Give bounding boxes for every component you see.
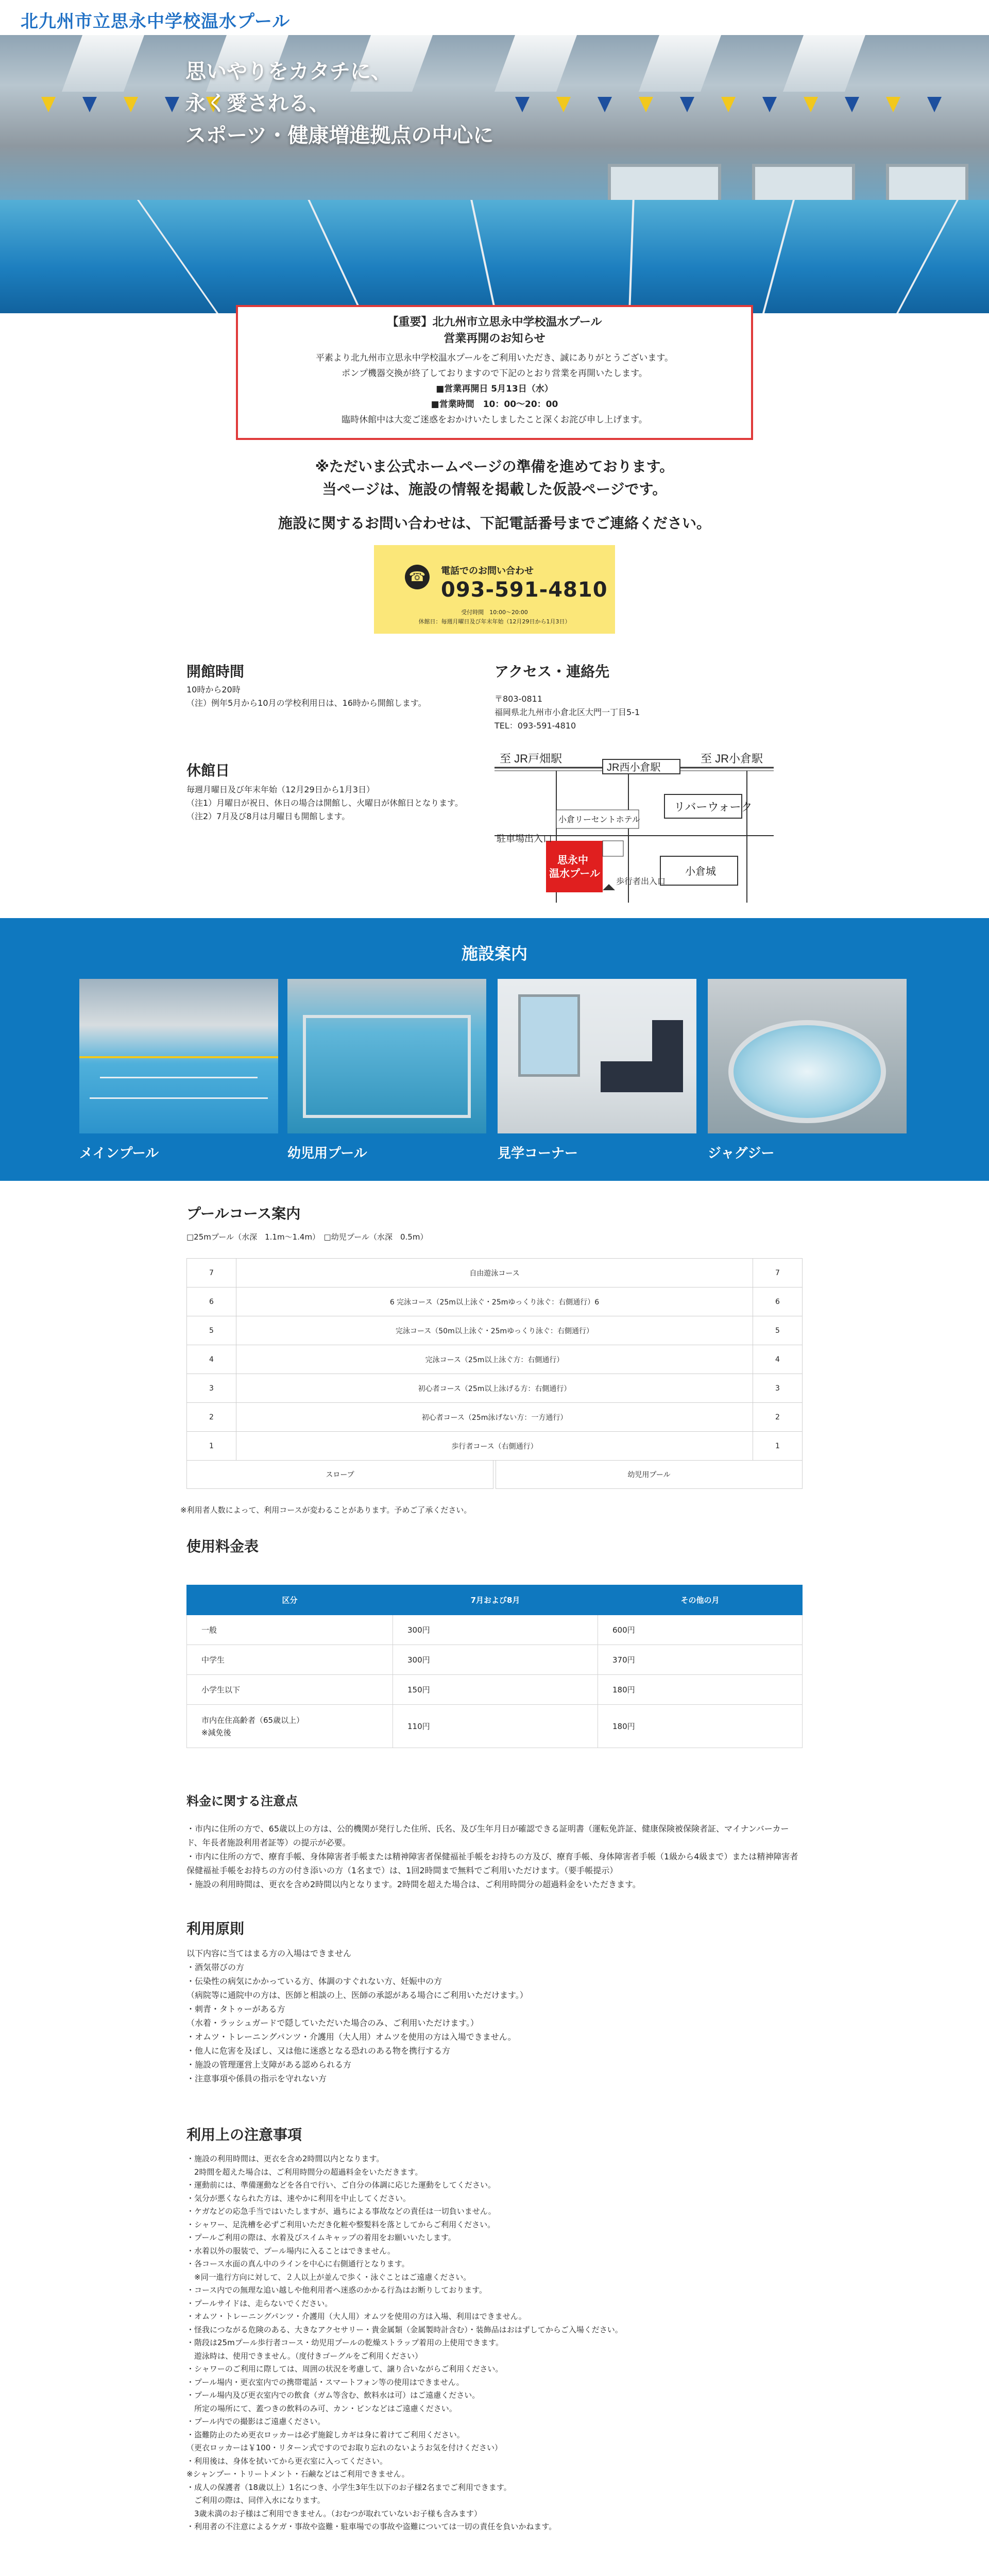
map-label: 温水プール — [549, 868, 600, 879]
price-row — [187, 1645, 803, 1675]
hours-line: （注）例年5月から10月の学校利用日は、16時から開館します。 — [186, 698, 427, 708]
price-summer: 300円 — [393, 1645, 598, 1675]
course-heading: プールコース案内 — [186, 1205, 301, 1222]
course-row — [187, 1374, 803, 1403]
caution-item: ・運動前には、準備運動などを各自で行い、ご自分の体調に応じた運動をしてください。 — [186, 2180, 496, 2190]
lane-number: 6 — [753, 1287, 803, 1316]
closed-line: 毎週月曜日及び年末年始（12月29日から1月3日） — [186, 785, 375, 794]
hero-tagline — [185, 56, 493, 151]
fee-note: ・市内に住所の方で、65歳以上の方は、公的機関が発行した住所、氏名、及び生年月日が確認できる証明書（運転免許証、健康保険被保険者証、マイナンバーカード、年長者施設利用者証等）の提示が必要。 — [186, 1824, 789, 1848]
map-label: 小倉リーセントホテル — [558, 816, 640, 824]
notice-line: ポンプ機器交換が終了しておりますので下記のとおり営業を再開いたします。 — [342, 368, 647, 379]
lane-number: 3 — [187, 1374, 236, 1403]
caution-item: 所定の場所にて、蓋つきの飲料のみ可、カン・ビンなどはご遠慮ください。 — [186, 2403, 457, 2413]
map-label: 思永中 — [557, 855, 588, 866]
rule-item: ・注意事項や係員の指示を守れない方 — [186, 2074, 327, 2083]
price-other: 180円 — [598, 1675, 803, 1705]
course-row — [187, 1432, 803, 1461]
site-title[interactable]: 北九州市立思永中学校温水プール — [21, 11, 291, 32]
course-table — [186, 1258, 803, 1461]
rule-item: （病院等に通院中の方は、医師と相談の上、医師の承認がある場合にご利用いただけます。） — [186, 1990, 528, 2000]
lane-number: 2 — [187, 1403, 236, 1432]
caution-item: ・ケガなどの応急手当ではいたしますが、過ちによる事故などの責任は一切負いません。 — [186, 2207, 496, 2216]
map-label: 歩行者出入口 — [616, 877, 666, 886]
hours-line: 10時から20時 — [186, 685, 241, 694]
facility-card-jacuzzi[interactable] — [708, 979, 907, 1162]
lane-number: 5 — [753, 1316, 803, 1345]
map-label: 至 JR小倉駅 — [701, 752, 763, 765]
notice-subtitle: 営業再開のお知らせ — [444, 332, 545, 345]
caution-item: ・怪我につながる危険のある、大きなアクセサリー・貴金属類（金属製時計含む）・装飾品はおはずしてからご入場ください。 — [186, 2325, 623, 2334]
kids-pool-photo — [287, 979, 486, 1133]
intro-line: 当ページは、施設の情報を掲載した仮設ページです。 — [322, 481, 667, 498]
intro-text — [0, 455, 989, 501]
postal-code: 〒803-0811 — [494, 694, 543, 704]
price-table — [186, 1585, 803, 1748]
lane-name: 自由遊泳コース — [236, 1259, 753, 1287]
facility-label: 幼児用プール — [287, 1146, 367, 1161]
caution-item: ・階段は25mプール歩行者コース・幼児用プールの乾燥ストラップ着用の上使用できます。 — [186, 2338, 503, 2347]
price-header: その他の月 — [598, 1585, 803, 1615]
rules-heading: 利用原則 — [186, 1920, 245, 1937]
caution-item: ・プールご利用の際は、水着及びスイムキャップの着用をお願いいたします。 — [186, 2233, 456, 2242]
notice-line: ■営業時間 10：00～20：00 — [431, 399, 558, 410]
caution-item: 2時間を超えた場合は、ご利用時間分の超過料金をいただきます。 — [186, 2167, 423, 2177]
price-heading: 使用料金表 — [186, 1538, 259, 1555]
lane-number: 1 — [187, 1432, 236, 1461]
map-label: 駐車場出入口 — [497, 834, 552, 844]
phone-icon: ☎ — [405, 565, 430, 589]
rule-item: ・酒気帯びの方 — [186, 1962, 245, 1972]
hero-line-1: 思いやりをカタチに、 — [185, 60, 391, 83]
lane-number: 4 — [753, 1345, 803, 1374]
lane-name: 歩行者コース（右側通行） — [236, 1432, 753, 1461]
rule-item: 以下内容に当てはまる方の入場はできません — [186, 1948, 352, 1958]
course-row — [187, 1403, 803, 1432]
reopening-notice — [236, 305, 753, 440]
hero-banner — [0, 35, 989, 313]
caution-item: ・プール内での撮影はご遠慮ください。 — [186, 2417, 326, 2426]
phone-contact-box[interactable] — [374, 545, 615, 634]
price-summer: 150円 — [393, 1675, 598, 1705]
caution-item: ※シャンプー・トリートメント・石鹸などはご利用できません。 — [186, 2469, 410, 2479]
phone-hours: 受付時間 10:00～20:00 — [461, 609, 528, 616]
notice-line: 臨時休館中は大変ご迷惑をおかけいたしましたこと深くお詫び申し上げます。 — [342, 415, 647, 425]
price-category: 小学生以下 — [187, 1675, 393, 1705]
facility-label: メインプール — [79, 1146, 159, 1161]
pool-water — [0, 200, 989, 313]
price-header: 区分 — [187, 1585, 393, 1615]
closed-heading: 休館日 — [186, 762, 230, 779]
phone-number[interactable]: 093-591-4810 — [441, 578, 608, 602]
caution-item: ・施設の利用時間は、更衣を含め2時間以内となります。 — [186, 2154, 384, 2163]
lane-name: 初心者コース（25m以上泳げる方：右側通行） — [236, 1374, 753, 1403]
access-heading: アクセス・連絡先 — [494, 663, 610, 680]
price-row — [187, 1675, 803, 1705]
rule-item: ・刺青・タトゥーがある方 — [186, 2004, 285, 2014]
course-row — [187, 1345, 803, 1374]
access-map[interactable] — [494, 748, 774, 903]
price-other: 370円 — [598, 1645, 803, 1675]
hero-line-3: スポーツ・健康増進拠点の中心に — [185, 124, 494, 147]
notice-line: ■営業再開日 5月13日（水） — [436, 384, 553, 394]
main-pool-photo — [79, 979, 278, 1133]
closed-line: （注2）7月及び8月は月曜日も開館します。 — [186, 811, 350, 821]
caution-item: ・各コース水面の真ん中のラインを中心に右側通行となります。 — [186, 2259, 410, 2268]
tel[interactable]: TEL：093-591-4810 — [494, 721, 576, 731]
phone-label: 電話でのお問い合わせ — [441, 566, 534, 577]
kids-pool-area: 幼児用プール — [496, 1460, 803, 1489]
caution-item: （更衣ロッカーは￥100・リターン式ですのでお取り忘れのないようお気を付けください） — [186, 2443, 503, 2452]
map-label: 小倉城 — [685, 866, 716, 877]
course-row — [187, 1316, 803, 1345]
price-category: 一般 — [187, 1615, 393, 1645]
rule-item: ・他人に危害を及ぼし、又は他に迷惑となる恐れのある物を携行する方 — [186, 2046, 451, 2056]
lane-name: 初心者コース（25m泳げない方：一方通行） — [236, 1403, 753, 1432]
caution-item: ・成人の保護者（18歳以上）1名につき、小学生3年生以下のお子様2名までご利用できます。 — [186, 2482, 511, 2492]
caution-item: ・気分が悪くなられた方は、速やかに利用を中止してください。 — [186, 2193, 411, 2203]
price-other: 600円 — [598, 1615, 803, 1645]
caution-item: ・利用者の不注意によるケガ・事故や盗難・駐車場での事故や盗難については一切の責任を負いかねます。 — [186, 2522, 557, 2531]
contact-prompt: 施設に関するお問い合わせは、下記電話番号までご連絡ください。 — [278, 515, 711, 532]
lane-number: 3 — [753, 1374, 803, 1403]
address: 福岡県北九州市小倉北区大門一丁目5-1 — [494, 707, 640, 717]
lane-number: 7 — [187, 1259, 236, 1287]
facility-section — [0, 918, 989, 1181]
lane-name: 完泳コース（25m以上泳ぐ方：右側通行） — [236, 1345, 753, 1374]
jacuzzi-photo — [708, 979, 907, 1133]
facility-label: 見学コーナー — [498, 1146, 578, 1161]
price-row — [187, 1705, 803, 1748]
facility-card-main-pool[interactable] — [79, 979, 278, 1162]
rule-item: ・施設の管理運営上支障がある認められる方 — [186, 2060, 352, 2070]
price-summer: 110円 — [393, 1705, 598, 1748]
lane-name: 完泳コース（50m以上泳ぐ・25mゆっくり泳ぐ：右側通行） — [236, 1316, 753, 1345]
intro-line: ※ただいま公式ホームページの準備を進めております。 — [315, 458, 674, 475]
map-label: 至 JR戸畑駅 — [500, 752, 562, 765]
map-label: リバーウォーク — [674, 801, 753, 814]
hours-heading: 開館時間 — [186, 663, 245, 680]
caution-item: ・シャワー、足洗槽を必ずご利用いただき化粧や整髪料を落としてからご利用ください。 — [186, 2219, 496, 2229]
facility-heading: 施設案内 — [461, 944, 527, 963]
cautions-heading: 利用上の注意事項 — [186, 2126, 302, 2143]
lane-number: 4 — [187, 1345, 236, 1374]
lane-number: 1 — [753, 1432, 803, 1461]
caution-item: 3歳未満のお子様はご利用できません。（おむつが取れていないお子様も含みます） — [186, 2509, 482, 2518]
price-row — [187, 1615, 803, 1645]
closed-line: （注1）月曜日が祝日、休日の場合は開館し、火曜日が休館日となります。 — [186, 798, 463, 808]
caution-item: ・プールサイドは、走らないでください。 — [186, 2298, 333, 2308]
facility-card-viewing-corner[interactable] — [498, 979, 696, 1162]
lane-number: 6 — [187, 1287, 236, 1316]
fee-notes-heading: 料金に関する注意点 — [186, 1794, 298, 1808]
caution-item: ・プール場内・更衣室内での携帯電話・スマートフォン等の使用はできません。 — [186, 2377, 464, 2387]
viewing-corner-photo — [498, 979, 696, 1133]
course-footnote: ※利用者人数によって、利用コースが変わることがあります。予めご了承ください。 — [180, 1505, 472, 1515]
lane-number: 2 — [753, 1403, 803, 1432]
rule-item: ・伝染性の病気にかかっている方、体調のすぐれない方、妊娠中の方 — [186, 1976, 442, 1986]
caution-item: ・水着以外の服装で、プール場内に入ることはできません。 — [186, 2246, 395, 2256]
lane-name: 6 完泳コース（25m以上泳ぐ・25mゆっくり泳ぐ：右側通行）6 — [236, 1287, 753, 1316]
lane-number: 7 — [753, 1259, 803, 1287]
notice-line: 平素より北九州市立思永中学校温水プールをご利用いただき、誠にありがとうございます。 — [315, 353, 674, 363]
course-row — [187, 1287, 803, 1316]
caution-item: 遊泳時は、使用できません。（度付きゴーグルをご利用ください） — [186, 2351, 422, 2361]
caution-item: ・プール場内及び更衣室内での飲食（ガム等含む、飲料水は可）はご遠慮ください。 — [186, 2391, 480, 2400]
price-category: 市内在住高齢者（65歳以上） ※減免後 — [187, 1705, 393, 1748]
caution-item: ・コース内での無理な追い越しや他利用者へ迷惑のかかる行為はお断りしております。 — [186, 2285, 487, 2295]
hero-line-2: 永く愛される、 — [185, 92, 330, 115]
fee-note: ・施設の利用時間は、更衣を含め2時間以内となります。2時間を超えた場合は、ご利用時間分の超過料金をいただきます。 — [186, 1879, 641, 1889]
price-category: 中学生 — [187, 1645, 393, 1675]
caution-item: ※同一進行方向に対して、２人以上が並んで歩く・泳ぐことはご遠慮ください。 — [186, 2272, 471, 2282]
caution-item: ご利用の際は、同伴入水になります。 — [186, 2496, 325, 2505]
lane-number: 5 — [187, 1316, 236, 1345]
pennant-flags — [0, 97, 989, 117]
price-summer: 300円 — [393, 1615, 598, 1645]
notice-title: 【重要】北九州市立思永中学校温水プール — [387, 316, 602, 329]
caution-item: ・シャワーのご利用に際しては、周囲の状況を考慮して、譲り合いながらご利用ください。 — [186, 2364, 503, 2374]
rule-item: ・オムツ・トレーニングパンツ・介護用（大人用）オムツを使用の方は入場できません。 — [186, 2032, 516, 2042]
caution-item: ・盗難防止のため更衣ロッカーは必ず施錠しカギは身に着けてご利用ください。 — [186, 2430, 465, 2439]
phone-closed-days: 休館日：毎週月曜日及び年末年始（12月29日から1月3日） — [418, 618, 571, 625]
facility-label: ジャグジー — [708, 1146, 775, 1161]
price-other: 180円 — [598, 1705, 803, 1748]
map-label: JR西小倉駅 — [607, 762, 661, 773]
slope-area: スロープ — [186, 1460, 493, 1489]
course-depth-note: □25mプール（水深 1.1m～1.4m） □幼児プール（水深 0.5m） — [186, 1232, 428, 1242]
course-row — [187, 1259, 803, 1287]
caution-item: ・利用後は、身体を拭いてから更衣室に入ってください。 — [186, 2456, 388, 2466]
caution-item: ・オムツ・トレーニングパンツ・介護用（大人用）オムツを使用の方は入場、利用はできません。 — [186, 2312, 526, 2321]
fee-note: ・市内に住所の方で、療育手帳、身体障害者手帳または精神障害者保健福祉手帳をお持ちの方及び、療育手帳、身体障害者手帳（1級から4級まで）または精神障害者保健福祉手帳をお持ちの方の付き添いの方（1名まで）は、1回2時間まで無料でご利用いただけます。（要手帳提示） — [186, 1852, 798, 1875]
price-header: 7月および8月 — [393, 1585, 598, 1615]
facility-card-kids-pool[interactable] — [287, 979, 486, 1162]
rule-item: （水着・ラッシュガードで隠していただいた場合のみ、ご利用いただけます。） — [186, 2018, 479, 2028]
